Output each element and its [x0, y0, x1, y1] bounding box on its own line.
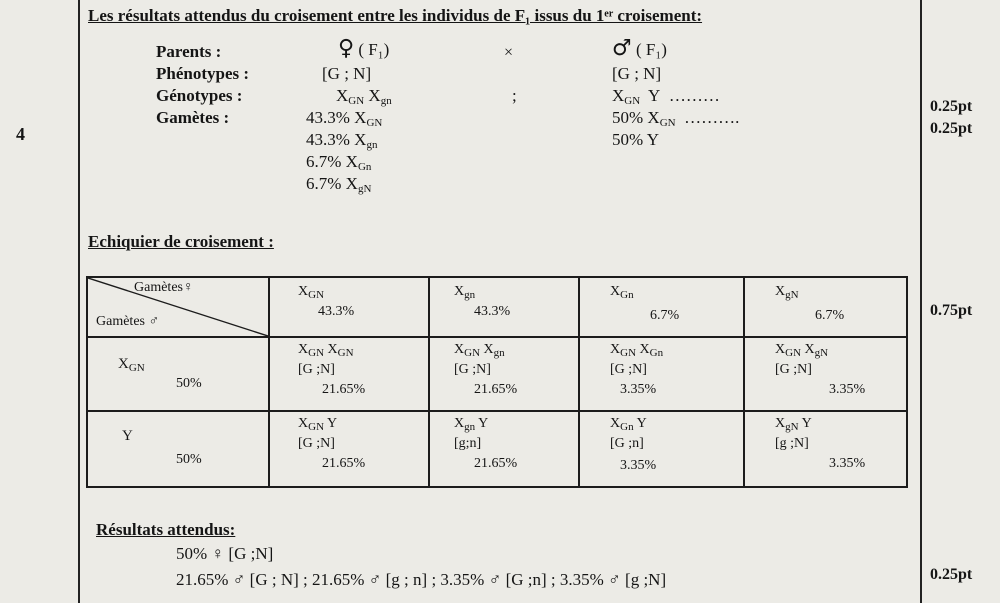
points-results: 0.25pt — [930, 566, 973, 583]
points-genotypes: 0.25pt — [930, 98, 973, 115]
male-parent — [612, 36, 667, 61]
male-gamete-1: 50% $X_{GN}$ ………. — [612, 108, 740, 129]
male-genotype: $X_{GN}$ Y ……… — [612, 86, 720, 107]
row-header-y: Y 50% — [87, 411, 269, 487]
col-header-4: $X_{gN}$ 6.7% — [744, 277, 907, 337]
male-gamete-2: 50% Y — [612, 130, 660, 149]
label-phenotypes: Phénotypes : — [156, 64, 250, 83]
points-table: 0.75pt — [930, 302, 973, 319]
label-gametes: Gamètes : — [156, 108, 230, 127]
col-header-3: $X_{Gn}$ 6.7% — [579, 277, 744, 337]
label-parents: Parents : — [156, 42, 222, 61]
corner-cell — [87, 277, 269, 337]
female-gamete-1: 43.3% $X_{GN}$ — [306, 108, 383, 129]
punnett-table — [86, 276, 908, 488]
genotype-separator: ; — [512, 86, 517, 105]
female-gamete-3: 6.7% $X_{Gn}$ — [306, 152, 372, 173]
female-genotype: $X_{GN}$ $X_{gn}$ — [336, 86, 392, 107]
section-heading: Les résultats attendus du croisement entre les individus de F₁ issus du 1ᵉʳ croisement: — [88, 6, 703, 25]
label-genotypes: Génotypes : — [156, 86, 243, 105]
cell-1-4: $X_{GN}$ $X_{gN}$ [G ;N] 3.35% — [744, 337, 907, 411]
cell-2-2: $X_{gn}$ Y [g;n] 21.65% — [429, 411, 579, 487]
male-parent-tag: ( F₁) — [635, 40, 667, 59]
question-number: 4 — [16, 124, 25, 144]
female-gamete-4: 6.7% $X_{gN}$ — [306, 174, 372, 195]
cell-2-3: $X_{Gn}$ Y [G ;n] 3.35% — [579, 411, 744, 487]
female-gamete-2: 43.3% $X_{gn}$ — [306, 130, 378, 151]
results-title: Résultats attendus: — [96, 520, 236, 539]
cell-2-4: $X_{gN}$ Y [g ;N] 3.35% — [744, 411, 907, 487]
corner-male-label: Gamètes ♂ — [96, 314, 159, 329]
male-icon: ♂ — [612, 36, 632, 61]
cross-times: × — [504, 44, 514, 61]
right-column-border — [920, 0, 922, 603]
echiquier-title: Echiquier de croisement : — [88, 232, 274, 251]
results-line-2: 21.65% ♂ [G ; N] ; 21.65% ♂ [g ; n] ; 3.35% ♂ [G ;n] ; 3.35% ♂ [g ;N] — [176, 570, 667, 589]
col-header-1: $X_{GN}$ 43.3% — [269, 277, 429, 337]
cell-1-1: $X_{GN}$ $X_{GN}$ [G ;N] 21.65% — [269, 337, 429, 411]
female-icon: ♀ — [338, 36, 355, 61]
cell-1-3: $X_{GN}$ $X_{Gn}$ [G ;N] 3.35% — [579, 337, 744, 411]
row-header-xgn: $X_{GN}$ 50% — [87, 337, 269, 411]
female-parent — [338, 36, 389, 61]
col-header-2: $X_{gn}$ 43.3% — [429, 277, 579, 337]
points-gametes: 0.25pt — [930, 120, 973, 137]
female-phenotype: [G ; N] — [322, 64, 372, 83]
corner-female-label: Gamètes♀ — [134, 280, 194, 295]
left-column-border — [78, 0, 80, 603]
results-line-1: 50% ♀ [G ;N] — [176, 544, 274, 563]
cell-1-2: $X_{GN}$ $X_{gn}$ [G ;N] 21.65% — [429, 337, 579, 411]
male-phenotype: [G ; N] — [612, 64, 662, 83]
female-parent-tag: ( F₁) — [358, 40, 390, 59]
cell-2-1: $X_{GN}$ Y [G ;N] 21.65% — [269, 411, 429, 487]
